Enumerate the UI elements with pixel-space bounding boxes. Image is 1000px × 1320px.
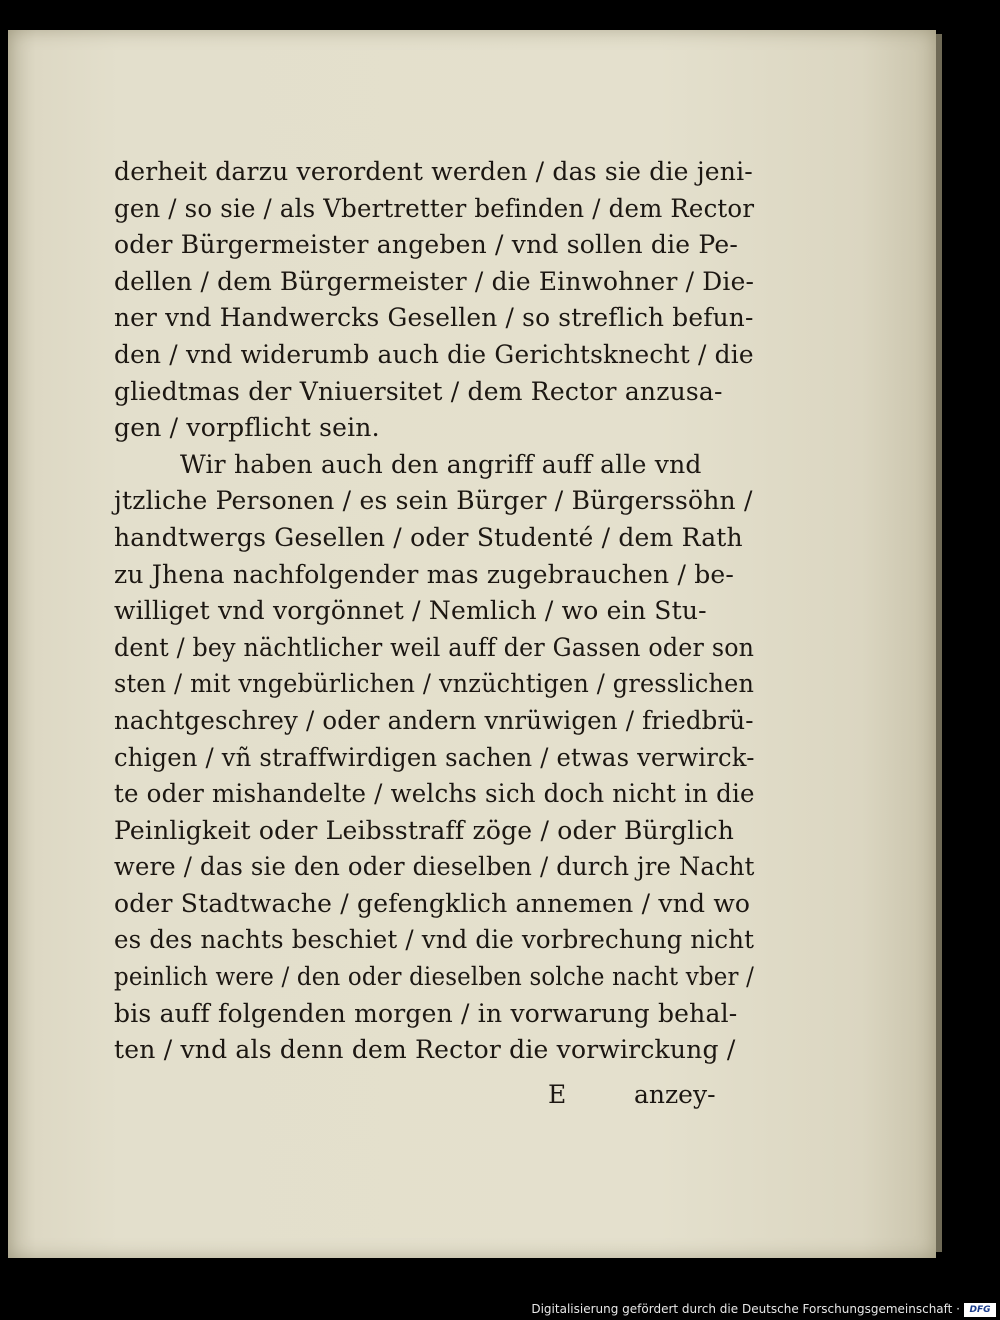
- text-block: [114, 154, 754, 1069]
- text-line: te oder mishandelte / welchs sich doch nicht in die: [114, 779, 755, 809]
- text-line: Wir haben auch den angriff auff alle vnd: [180, 449, 702, 479]
- text-line: Peinligkeit oder Leibsstraff zöge / oder Bürglich: [114, 815, 735, 845]
- text-line: chigen / vñ straffwirdigen sachen / etwas verwirck-: [114, 742, 755, 772]
- funding-notice: Digitalisierung gefördert durch die Deutsche Forschungsgemeinschaft ·: [531, 1302, 960, 1316]
- text-line: oder Bürgermeister angeben / vnd sollen die Pe-: [114, 230, 738, 260]
- signature-mark: E: [548, 1080, 567, 1109]
- text-line: dellen / dem Bürgermeister / die Einwohner / Die-: [114, 266, 755, 296]
- text-line: dent / bey nächtlicher weil auff der Gassen oder son: [114, 632, 755, 662]
- text-line: were / das sie den oder dieselben / durch jre Nacht: [114, 852, 755, 882]
- text-line: nachtgeschrey / oder andern vnrüwigen / friedbrü-: [114, 705, 754, 735]
- text-line: den / vnd widerumb auch die Gerichtsknecht / die: [114, 339, 754, 369]
- text-line: derheit darzu verordent werden / das sie die jeni-: [114, 157, 753, 186]
- text-line: peinlich were / den oder dieselben solche nacht vber /: [114, 962, 754, 992]
- footer-bar: [0, 1300, 1000, 1320]
- text-line: gen / so sie / als Vbertretter befinden / dem Rector: [114, 193, 755, 223]
- text-line: jtzliche Personen / es sein Bürger / Bürgerssöhn /: [114, 486, 753, 516]
- page-scan: [8, 30, 936, 1258]
- text-line: gliedtmas der Vniuersitet / dem Rector anzusa-: [114, 376, 723, 406]
- text-line: oder Stadtwache / gefengklich annemen / vnd wo: [114, 888, 751, 918]
- text-line: sten / mit vngebürlichen / vnzüchtigen / gresslichen: [114, 669, 755, 699]
- text-line: handtwergs Gesellen / oder Studenté / dem Rath: [114, 522, 743, 552]
- dfg-logo: DFG: [964, 1303, 996, 1317]
- text-line: bis auff folgenden morgen / in vorwarung behal-: [114, 998, 738, 1028]
- text-line: es des nachts beschiet / vnd die vorbrechung nicht: [114, 925, 755, 955]
- text-line: williget vnd vorgönnet / Nemlich / wo ein Stu-: [114, 596, 707, 626]
- text-line: zu Jhena nachfolgender mas zugebrauchen / be-: [114, 559, 735, 589]
- text-line: ten / vnd als denn dem Rector die vorwirckung /: [114, 1035, 736, 1065]
- text-line: ner vnd Handwercks Gesellen / so streflich befun-: [114, 303, 754, 333]
- page-edge: [936, 34, 942, 1252]
- text-line: gen / vorpflicht sein.: [114, 413, 380, 443]
- catchword: anzey-: [634, 1080, 716, 1109]
- catchword-row: [548, 1080, 748, 1116]
